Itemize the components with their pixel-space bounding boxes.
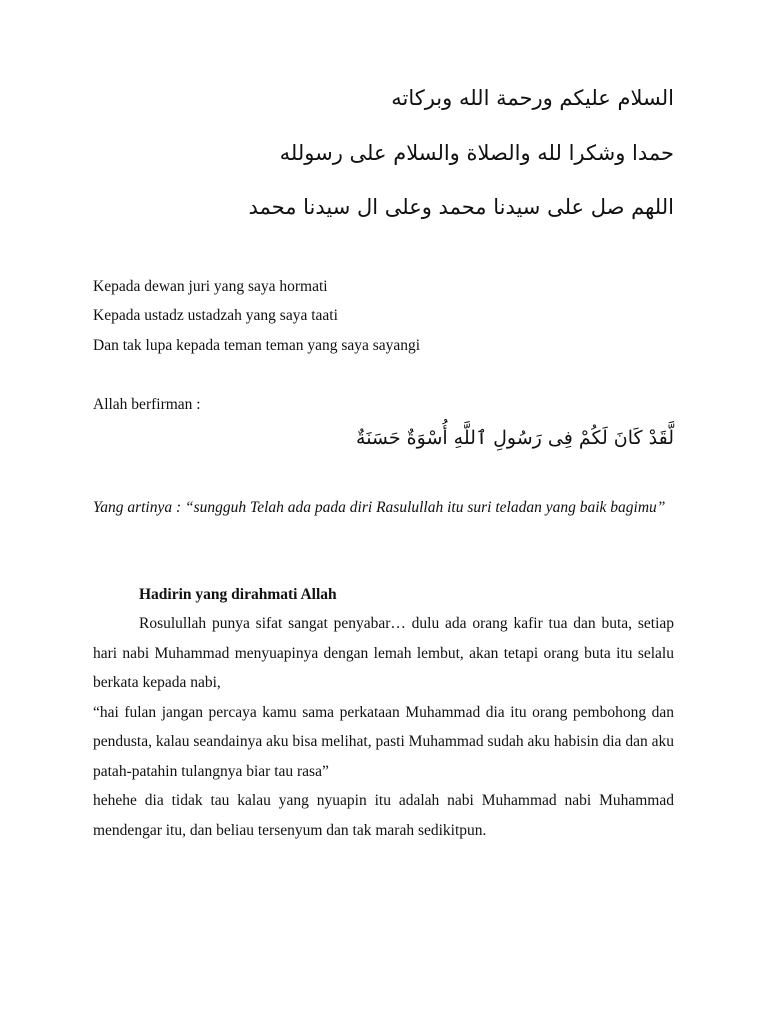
quran-verse: لَّقَدْ كَانَ لَكُمْ فِى رَسُولِ ٱللَّهِ أُسْوَةٌ حَسَنَةٌ — [356, 427, 674, 449]
story-paragraph-1: Rosulullah punya sifat sangat penyabar… dulu ada orang kafir tua dan buta, setiap hari nabi Muhammad menyuapinya dengan lemah lembut, akan tetapi orang buta itu selalu berkata kepada nabi, — [93, 615, 674, 691]
story-paragraph-3: hehehe dia tidak tau kalau yang nyuapin itu adalah nabi Muhammad nabi Muhammad mendengar itu, dan beliau tersenyum dan tak marah sedikitpun. — [93, 792, 674, 839]
salutation-line-1: Kepada dewan juri yang saya hormati — [93, 278, 328, 295]
arabic-greeting-line-1: السلام عليكم ورحمة الله وبركاته — [391, 86, 674, 110]
arabic-greeting-line-2: حمدا وشكرا لله والصلاة والسلام على رسولله — [279, 141, 674, 165]
story-body — [93, 609, 674, 845]
document-page — [93, 0, 674, 1024]
section-heading: Hadirin yang dirahmati Allah — [139, 586, 337, 603]
salutation-line-3: Dan tak lupa kepada teman teman yang saya sayangi — [93, 337, 421, 354]
verse-translation: Yang artinya : “sungguh Telah ada pada diri Rasulullah itu suri teladan yang baik bagimu” — [93, 499, 666, 516]
quote-intro: Allah berfirman : — [93, 396, 201, 413]
salutation-line-2: Kepada ustadz ustadzah yang saya taati — [93, 307, 338, 324]
story-paragraph-2: “hai fulan jangan percaya kamu sama perkataan Muhammad dia itu orang pembohong dan pendusta, kalau seandainya aku bisa melihat, pasti Muhammad sudah aku habisin dia dan aku patah-patahin tulangnya biar tau rasa” — [93, 703, 674, 780]
arabic-greeting-line-3: اللهم صل على سيدنا محمد وعلى ال سيدنا محمد — [248, 195, 674, 219]
